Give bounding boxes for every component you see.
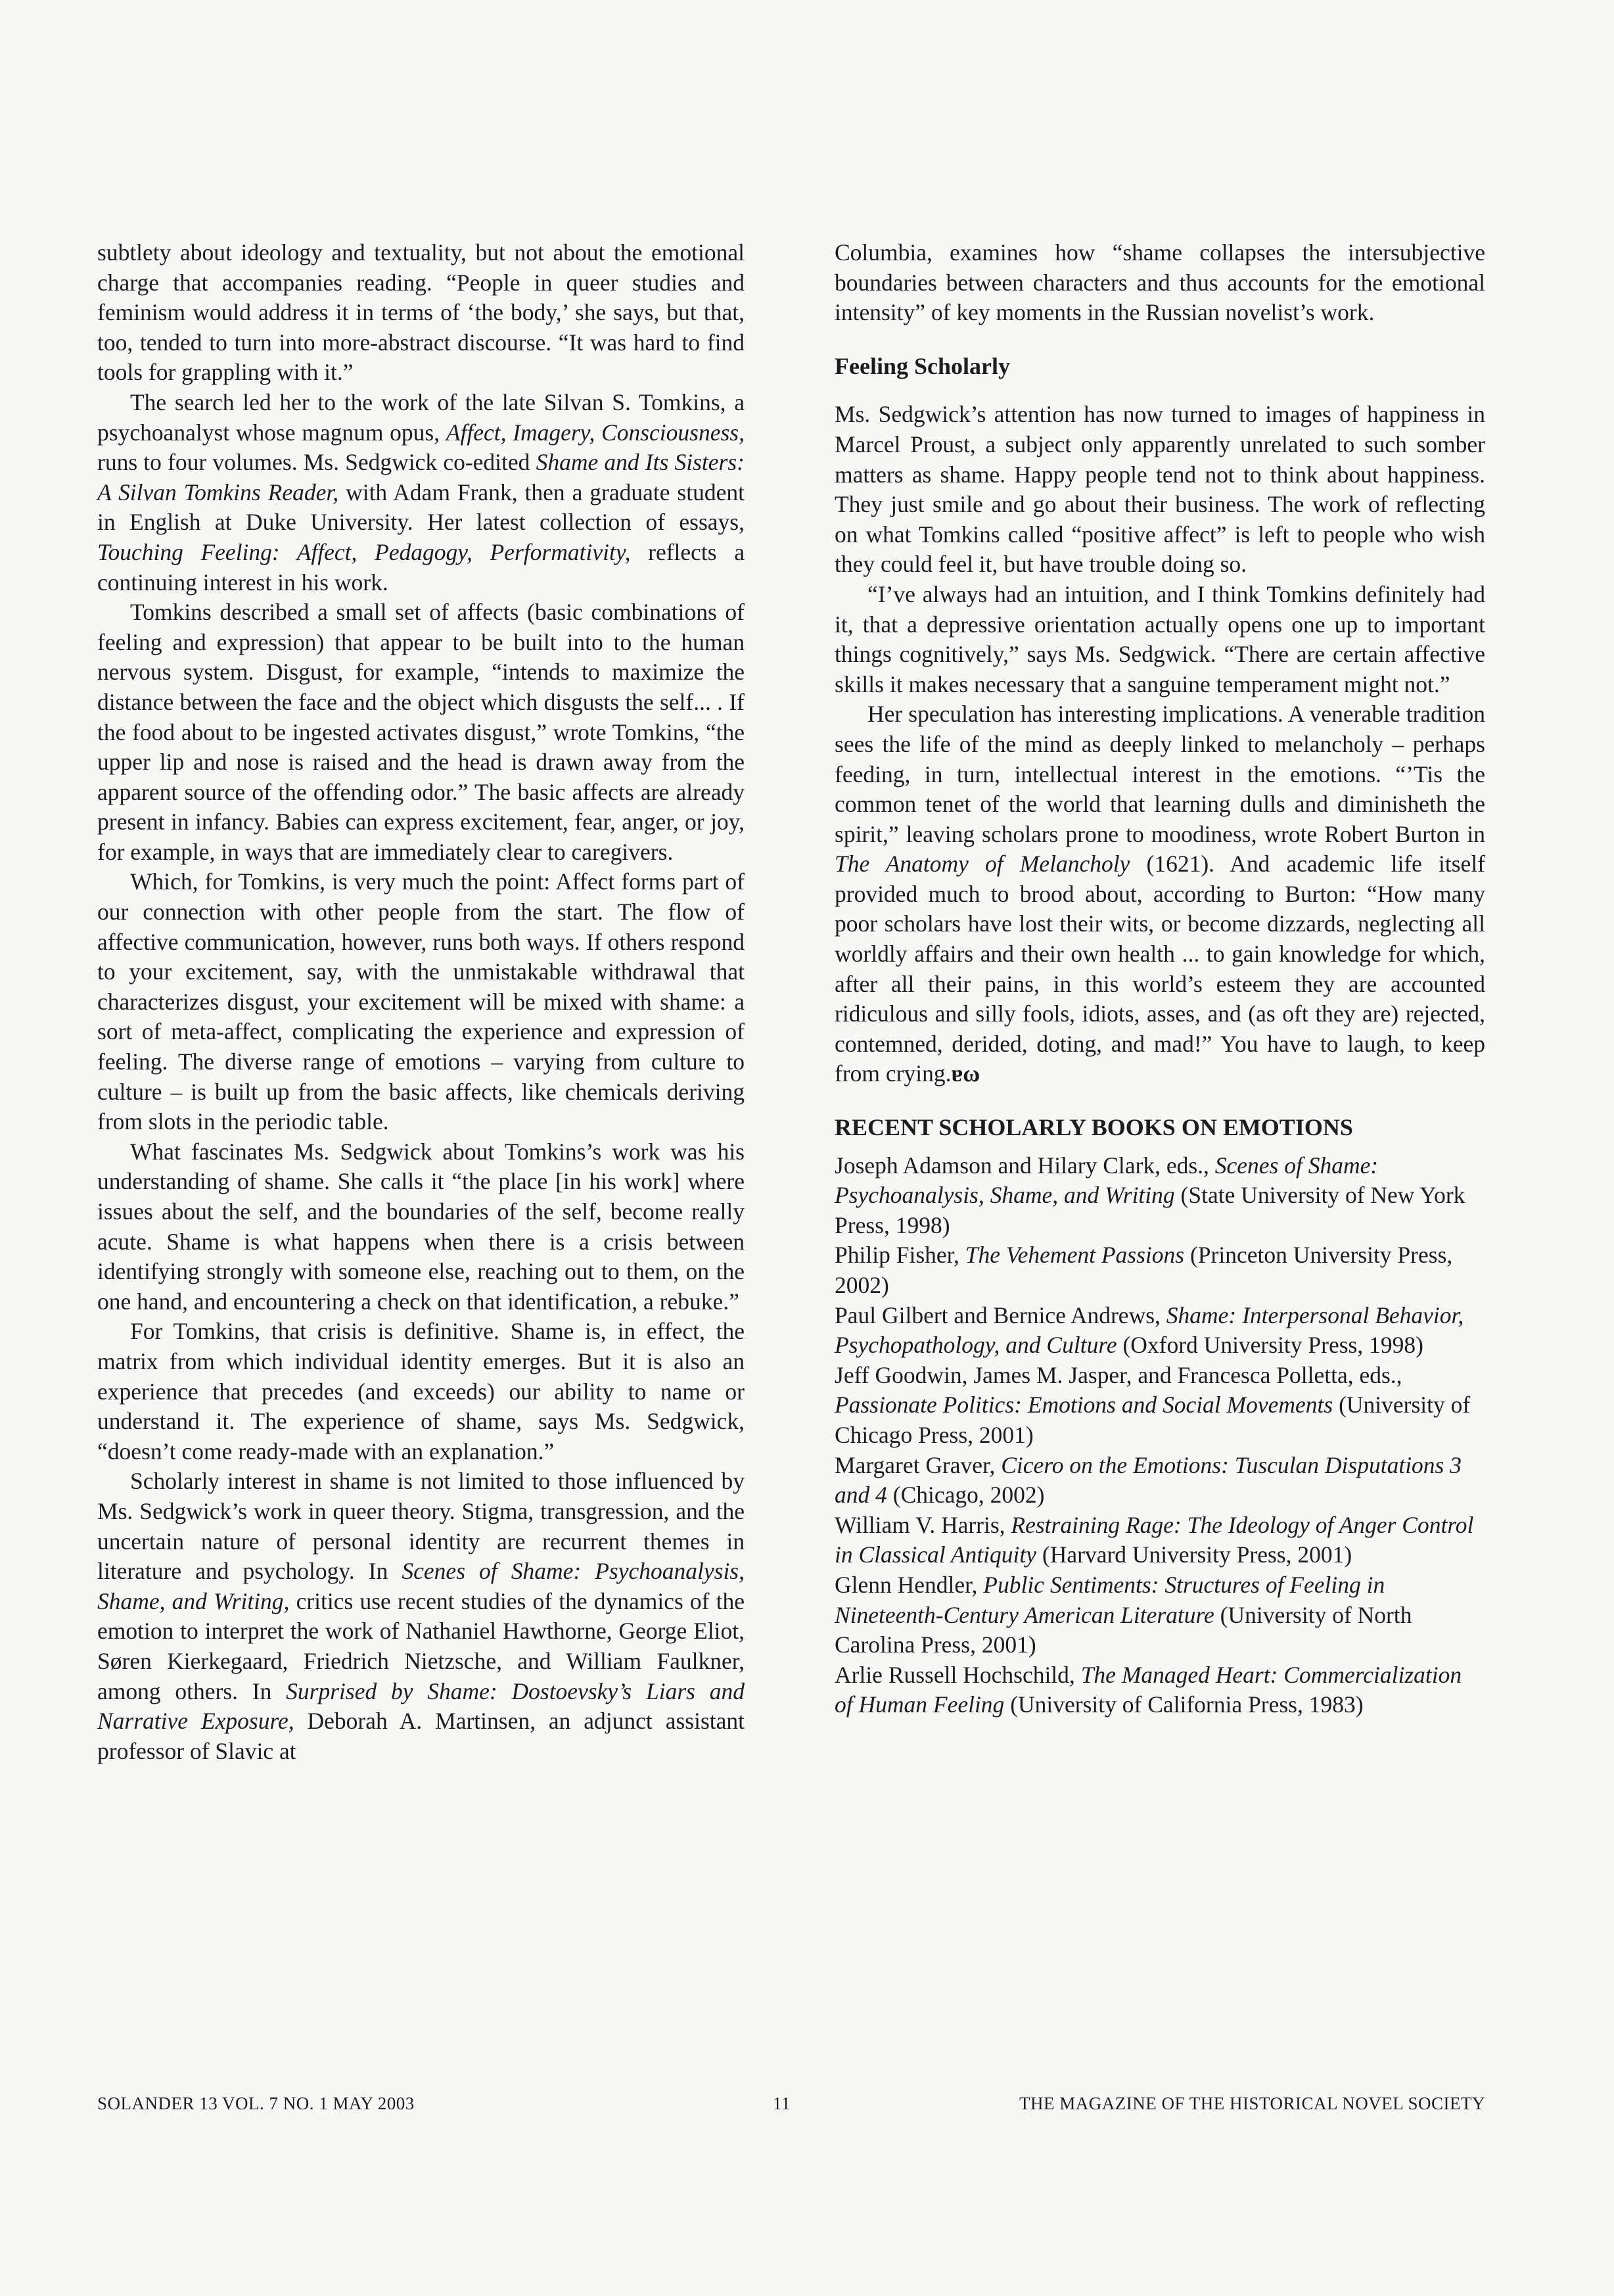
- footer-issue-info: SOLANDER 13 VOL. 7 NO. 1 MAY 2003: [97, 2094, 415, 2113]
- footer-magazine-name: THE MAGAZINE OF THE HISTORICAL NOVEL SOCIETY: [1019, 2094, 1485, 2113]
- book-entry: Jeff Goodwin, James M. Jasper, and Francesca Polletta, eds., Passionate Politics: Emotions and Social Movements (University of Chicago Press, 2001): [835, 1361, 1471, 1448]
- book-title: The Managed Heart: Commercialization of Human Feeling: [835, 1661, 1462, 1718]
- book-title: Scenes of Shame: Psychoanalysis, Shame, and Writing,: [97, 1558, 745, 1614]
- book-title: Touching Feeling: Affect, Pedagogy, Performativity,: [97, 538, 631, 565]
- page-footer: [97, 2094, 1485, 2120]
- paragraph: Columbia, examines how “shame collapses the intersubjective boundaries between characters and thus accounts for the emotional intensity” of key moments in the Russian novelist’s work.: [835, 239, 1485, 326]
- book-title: Affect, Imagery, Consciousness,: [446, 419, 745, 446]
- book-title: Shame: Interpersonal Behavior, Psychopathology, and Culture: [835, 1301, 1464, 1359]
- book-title: Restraining Rage: The Ideology of Anger Control in Classical Antiquity: [835, 1511, 1474, 1568]
- book-entry: Joseph Adamson and Hilary Clark, eds., Scenes of Shame: Psychoanalysis, Shame, and Writing (State University of New York Press, 1998): [835, 1152, 1465, 1238]
- book-title: The Vehement Passions: [965, 1242, 1185, 1269]
- paragraph: subtlety about ideology and textuality, but not about the emotional charge that accompanies reading. “People in queer studies and feminism would address it in terms of ‘the body,’ she says, but that, too, tended to turn into more-abstract discourse. “It was hard to find tools for grappling with it.”: [97, 239, 745, 386]
- paragraph: Which, for Tomkins, is very much the point: Affect forms part of our connection with other people from the start. The flow of affective communication, however, runs both ways. If others respond to your excitement, say, with the unmistakable withdrawal that characterizes disgust, your excitement will be mixed with shame: a sort of meta-affect, complicating the experience and expression of feeling. The diverse range of emotions – varying from culture to culture – is built up from the basic affects, like chemicals deriving from slots in the periodic table.: [97, 868, 745, 1135]
- book-entry: Philip Fisher, The Vehement Passions (Princeton University Press, 2002): [835, 1242, 1453, 1298]
- paragraph: What fascinates Ms. Sedgwick about Tomkins’s work was his understanding of shame. She calls it “the place [in his work] where issues about the self, and the boundaries of the self, become really acute. Shame is what happens when there is a crisis between identifying strongly with someone else, reaching out to them, on the one hand, and encountering a check on that identification, a rebuke.”: [97, 1138, 745, 1315]
- page-number: 11: [773, 2094, 791, 2113]
- paragraph: Tomkins described a small set of affects (basic combinations of feeling and expression) that appear to be built into to the human nervous system. Disgust, for example, “intends to maximize the distance between the face and the object which disgusts the self... . If the food about to be ingested activates disgust,” wrote Tomkins, “the upper lip and nose is raised and the head is drawn away from the apparent source of the offending odor.” The basic affects are already present in infancy. Babies can express excitement, fear, anger, or joy, for example, in ways that are immediately clear to caregivers.: [97, 599, 745, 865]
- book-title: Cicero on the Emotions: Tusculan Disputations 3 and 4: [835, 1451, 1462, 1509]
- book-entry: Margaret Graver, Cicero on the Emotions: Tusculan Disputations 3 and 4 (Chicago, 2002): [835, 1451, 1462, 1509]
- paragraph: “I’ve always had an intuition, and I think Tomkins definitely had it, that a depressive orientation actually opens one up to important things cognitively,” says Ms. Sedgwick. “There are certain affective skills it makes necessary that a sanguine temperament might not.”: [835, 580, 1485, 697]
- book-entry: William V. Harris, Restraining Rage: The Ideology of Anger Control in Classical Antiquity (Harvard University Press, 2001): [835, 1511, 1474, 1568]
- book-entry: Paul Gilbert and Bernice Andrews, Shame: Interpersonal Behavior, Psychopathology, and Culture (Oxford University Press, 1998): [835, 1301, 1464, 1359]
- book-list: [835, 1151, 1485, 1720]
- book-entry: Arlie Russell Hochschild, The Managed Heart: Commercialization of Human Feeling (University of California Press, 1983): [835, 1661, 1462, 1718]
- book-title: Surprised by Shame: Dostoevsky’s Liars and Narrative Exposure,: [97, 1677, 745, 1735]
- paragraph: Her speculation has interesting implications. A venerable tradition sees the life of the mind as deeply linked to melancholy – perhaps feeding, in turn, intellectual interest in the emotions. “’Tis the common tenet of the world that learning dulls and diminisheth the spirit,” leaving scholars prone to moodiness, wrote Robert Burton in The Anatomy of Melancholy (1621). And academic life itself provided much to brood about, according to Burton: “How many poor scholars have lost their wits, or become dizzards, neglecting all worldly affairs and their own health ... to gain knowledge for which, after all their pains, in this world’s esteem they are accounted ridiculous and silly fools, idiots, asses, and (as oft they are) rejected, contemned, derided, doting, and mad!” You have to laugh, to keep from crying.ɐω: [835, 701, 1486, 1087]
- paragraph: Scholarly interest in shame is not limited to those influenced by Ms. Sedgwick’s work in queer theory. Stigma, transgression, and the uncertain nature of personal identity are recurrent themes in literature and psychology. In Scenes of Shame: Psychoanalysis, Shame, and Writing, critics use recent studies of the dynamics of the emotion to interpret the work of Nathaniel Hawthorne, George Eliot, Søren Kierkegaard, Friedrich Nietzsche, and William Faulkner, among others. In Surprised by Shame: Dostoevsky’s Liars and Narrative Exposure, Deborah A. Martinsen, an adjunct assistant professor of Slavic at: [97, 1468, 745, 1764]
- left-column: [97, 238, 745, 1766]
- right-column: [835, 238, 1485, 1720]
- book-title: Scenes of Shame: Psychoanalysis, Shame, and Writing: [835, 1152, 1379, 1209]
- book-entry: Glenn Hendler, Public Sentiments: Structures of Feeling in Nineteenth-Century American Literature (University of North Carolina Press, 2001): [835, 1571, 1412, 1658]
- book-title: Public Sentiments: Structures of Feeling in Nineteenth-Century American Literature: [835, 1571, 1385, 1628]
- end-of-article-mark: ɐω: [951, 1060, 980, 1087]
- paragraph: The search led her to the work of the late Silvan S. Tomkins, a psychoanalyst whose magnum opus, Affect, Imagery, Consciousness, runs to four volumes. Ms. Sedgwick co-edited Shame and Its Sisters: A Silvan Tomkins Reader, with Adam Frank, then a graduate student in English at Duke University. Her latest collection of essays, Touching Feeling: Affect, Pedagogy, Performativity, reflects a continuing interest in his work.: [97, 388, 745, 596]
- book-title: Shame and Its Sisters: A Silvan Tomkins Reader,: [97, 449, 745, 505]
- book-title: The Anatomy of Melancholy: [835, 851, 1130, 878]
- book-title: Passionate Politics: Emotions and Social Movements: [835, 1392, 1333, 1418]
- paragraph: Ms. Sedgwick’s attention has now turned to images of happiness in Marcel Proust, a subject only apparently unrelated to such somber matters as shame. Happy people tend not to think about happiness. They just smile and go about their business. The work of reflecting on what Tomkins called “positive affect” is left to people who wish they could feel it, but have trouble doing so.: [835, 401, 1485, 578]
- books-list-heading: RECENT SCHOLARLY BOOKS ON EMOTIONS: [835, 1114, 1353, 1141]
- section-subheading: Feeling Scholarly: [835, 352, 1010, 379]
- paragraph: For Tomkins, that crisis is definitive. Shame is, in effect, the matrix from which individual identity emerges. But it is also an experience that precedes (and exceeds) our ability to name or understand it. The experience of shame, says Ms. Sedgwick, “doesn’t come ready-made with an explanation.”: [97, 1318, 745, 1464]
